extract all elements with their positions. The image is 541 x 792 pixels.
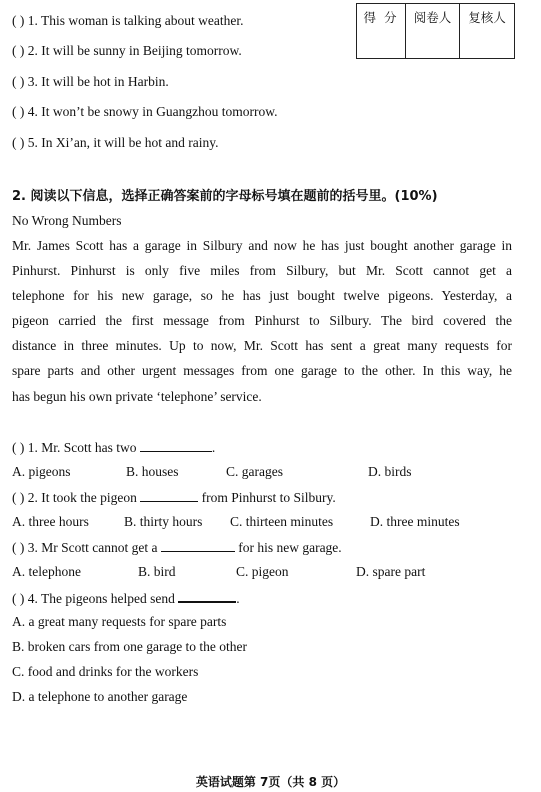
question-stem: ( ) 4. The pigeons helped send [12, 591, 179, 606]
question-stem-end: . [211, 440, 216, 455]
question-stem: ( ) 1. Mr. Scott has two [12, 440, 140, 455]
q3-option-b: B. bird [138, 564, 176, 579]
score-cell: 得 分 [357, 4, 406, 59]
q1-option-a: A. pigeons [12, 464, 71, 479]
q1-option-d: D. birds [368, 464, 412, 479]
answer-blank [140, 439, 212, 452]
q1-option-c: C. garages [226, 464, 283, 479]
passage-line: has begun his own private ‘telephone’ service. [12, 388, 262, 404]
q4-option-c: C. food and drinks for the workers [12, 664, 199, 679]
answer-blank [161, 539, 235, 552]
q1-option-b: B. houses [126, 464, 179, 479]
grader-cell: 阅卷人 [406, 4, 460, 59]
question-stem-end: from Pinhurst to Silbury. [198, 490, 336, 505]
q2-option-d: D. three minutes [370, 514, 460, 529]
q3-option-a: A. telephone [12, 564, 81, 579]
tf-item-3: ( ) 3. It will be hot in Harbin. [12, 74, 169, 89]
q4-option-b: B. broken cars from one garage to the other [12, 639, 248, 654]
question-stem-end: for his new garage. [234, 540, 342, 555]
reviewer-cell: 复核人 [460, 4, 515, 59]
q4-option-d: D. a telephone to another garage [12, 689, 188, 704]
passage-line: spare parts and other urgent messages from one garage to the other. In this way, he [12, 363, 512, 379]
passage-line: Pinhurst. Pinhurst is only five miles from Silbury, but Mr. Scott cannot get a [12, 263, 512, 279]
tf-item-1: ( ) 1. This woman is talking about weather. [12, 13, 244, 28]
q2-option-a: A. three hours [12, 514, 89, 529]
q2-option-c: C. thirteen minutes [230, 514, 334, 529]
question-4 [12, 589, 240, 607]
passage-line: pigeon carried the first message from Pinhurst to Silbury. The bird covered the [12, 313, 512, 329]
reading-passage [12, 233, 512, 409]
question-3 [12, 539, 342, 556]
answer-blank [140, 489, 198, 502]
q4-option-a: A. a great many requests for spare parts [12, 614, 227, 629]
passage-title: No Wrong Numbers [12, 213, 122, 228]
tf-item-5: ( ) 5. In Xi’an, it will be hot and rainy. [12, 135, 219, 150]
q3-option-c: C. pigeon [236, 564, 289, 579]
question-stem: ( ) 3. Mr Scott cannot get a [12, 540, 161, 555]
question-1 [12, 439, 215, 456]
answer-blank [178, 589, 236, 603]
score-table [356, 3, 515, 59]
passage-line: telephone for his new garage, so he has just bought twelve pigeons. Yesterday, a [12, 288, 512, 304]
question-stem-end: . [236, 591, 240, 606]
section-heading: 2. 阅读以下信息，选择正确答案前的字母标号填在题前的括号里。(10%) [12, 189, 438, 204]
q2-option-b: B. thirty hours [124, 514, 203, 529]
passage-line: distance in three minutes. Up to now, Mr. Scott has sent a great many requests for [12, 338, 512, 354]
page-footer: 英语试题第 7页（共 8 页） [195, 775, 346, 789]
passage-line: Mr. James Scott has a garage in Silbury and now he has just bought another garage in [12, 238, 512, 253]
tf-item-4: ( ) 4. It won’t be snowy in Guangzhou tomorrow. [12, 104, 278, 119]
question-2 [12, 489, 336, 506]
tf-item-2: ( ) 2. It will be sunny in Beijing tomorrow. [12, 43, 242, 58]
question-stem: ( ) 2. It took the pigeon [12, 490, 141, 505]
q3-option-d: D. spare part [356, 564, 426, 579]
